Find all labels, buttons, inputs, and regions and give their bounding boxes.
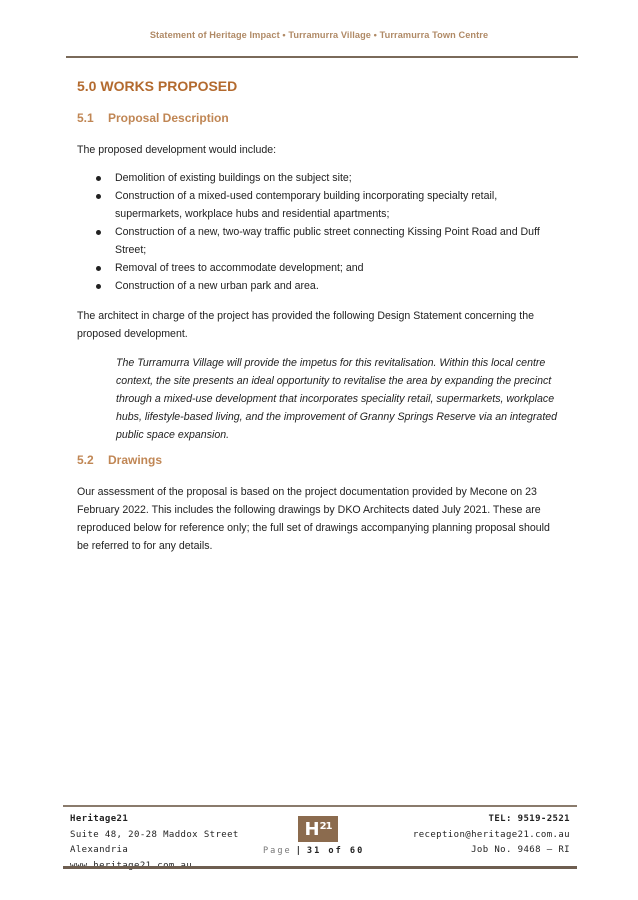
subsection-number: 5.2 bbox=[77, 453, 94, 467]
intro-paragraph: The proposed development would include: bbox=[77, 144, 277, 156]
bullet-icon bbox=[96, 266, 101, 271]
footer-divider-bottom bbox=[63, 866, 577, 869]
heritage21-logo bbox=[298, 816, 338, 842]
subsection-title: Drawings bbox=[108, 453, 163, 467]
bullet-icon bbox=[96, 176, 101, 181]
logo-number: 21 bbox=[319, 820, 332, 832]
architect-paragraph: The architect in charge of the project has provided the following Design Statement concerning the proposed development. bbox=[77, 310, 534, 340]
subsection-heading-drawings bbox=[77, 453, 162, 467]
list-item bbox=[96, 187, 566, 223]
job-number: Job No. 9468 – RI bbox=[471, 845, 570, 855]
bullet-icon bbox=[96, 230, 101, 235]
list-item-text: Construction of a new, two-way traffic public street connecting Kissing Point Road and Duff Street; bbox=[115, 226, 540, 256]
list-item bbox=[96, 223, 566, 259]
page-indicator bbox=[263, 846, 364, 856]
logo-letter: H bbox=[304, 818, 319, 840]
company-name: Heritage21 bbox=[70, 814, 129, 824]
footer-divider-top bbox=[63, 805, 577, 807]
section-title: 5.0 WORKS PROPOSED bbox=[77, 78, 238, 94]
list-item bbox=[96, 277, 566, 295]
footer-contact-block bbox=[413, 812, 570, 859]
subsection-heading-proposal bbox=[77, 111, 229, 125]
page-number: 31 of 60 bbox=[306, 846, 365, 856]
design-statement-quote: The Turramurra Village will provide the impetus for this revitalisation. Within this local centre context, the site presents an ideal opportunity to revitalise the area by expanding the precinct through a mixed-use development that incorporates speciality retail, supermarkets, workplace hubs, lifestyle-based living, and the improvement of Granny Springs Reserve via an integrated public space expansion. bbox=[116, 357, 558, 441]
list-item bbox=[96, 169, 566, 187]
subsection-title: Proposal Description bbox=[108, 111, 229, 125]
list-item-text: Construction of a mixed-used contemporary building incorporating specialty retail, supermarkets, workplace hubs and residential apartments; bbox=[115, 190, 498, 220]
page-separator: | bbox=[295, 846, 303, 856]
running-header: Statement of Heritage Impact • Turramurra Village • Turramurra Town Centre bbox=[149, 30, 489, 40]
bullet-icon bbox=[96, 284, 101, 289]
list-item-text: Construction of a new urban park and area. bbox=[115, 280, 319, 292]
proposal-bullet-list bbox=[96, 169, 566, 295]
address-line-1: Suite 48, 20-28 Maddox Street bbox=[70, 829, 239, 840]
page-label: Page bbox=[263, 846, 292, 856]
email-link[interactable]: reception@heritage21.com.au bbox=[412, 829, 570, 840]
telephone: TEL: 9519-2521 bbox=[488, 814, 570, 824]
subsection-number: 5.1 bbox=[77, 111, 94, 125]
header-divider bbox=[66, 56, 578, 58]
list-item-text: Removal of trees to accommodate development; and bbox=[115, 262, 364, 274]
list-item bbox=[96, 259, 566, 277]
assessment-paragraph: Our assessment of the proposal is based on the project documentation provided by Mecone on 23 February 2022. This includes the following drawings by DKO Architects dated July 2021. These are reproduced below for reference only; the full set of drawings accompanying planning proposal should be referred to for any details. bbox=[77, 486, 550, 552]
footer-address-block bbox=[70, 812, 239, 874]
bullet-icon bbox=[96, 194, 101, 199]
address-line-2: Alexandria bbox=[70, 845, 129, 855]
list-item-text: Demolition of existing buildings on the subject site; bbox=[115, 172, 352, 184]
